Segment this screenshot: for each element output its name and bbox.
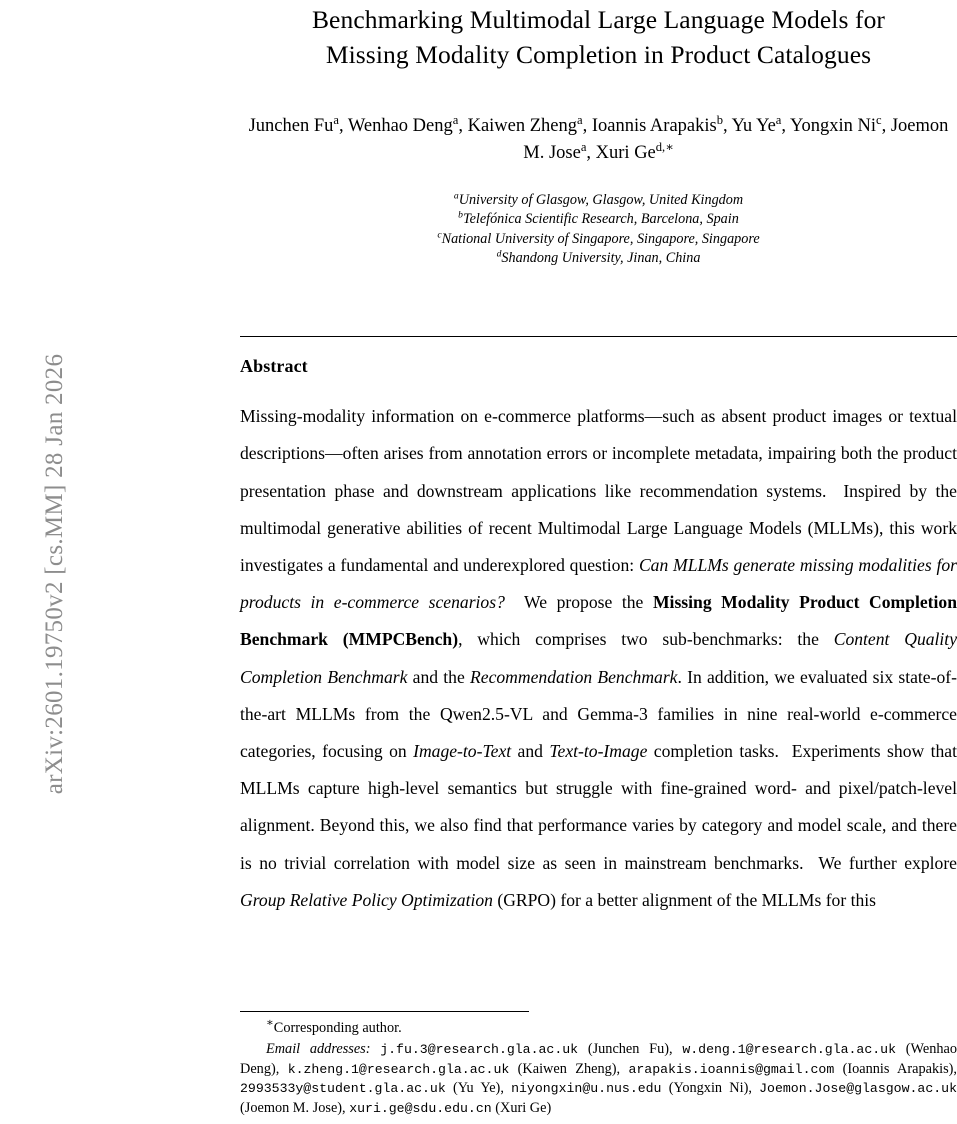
page-title [240,0,957,72]
author-list [240,72,957,167]
title-line-1: Benchmarking Multimodal Large Language Models for [311,5,886,34]
affiliation-item: $^c$National University of Singapore, Singapore, Singapore [437,228,760,247]
affiliation-list [240,167,957,268]
email-addresses-note: Email addresses: j.fu.3@research.gla.ac.uk (Junchen Fu), w.deng.1@research.gla.ac.uk (Wenhao Deng), k.zheng.1@research.gla.ac.uk (Kaiwen Zheng), arapakis.ioannis@gmail.com (Ioannis Arapakis), 2993533y@student.gla.ac.uk (Yu Ye), niyongxin@u.nus.edu (Yongxin Ni), Joemon.Jose@glasgow.ac.uk (Joemon M. Jose), xuri.ge@sdu.edu.cn (Xuri Ge) [240,1041,957,1116]
affiliation-item: $^a$University of Glasgow, Glasgow, United Kingdom [453,190,744,208]
author-line-2: Ni$^c$, Joemon M. Jose$^a$, Xuri $Ge^{d,∗}$ [523,112,949,163]
footnote-block [240,1011,957,1118]
affiliation-item: $^b$Telefónica Scientific Research, Barcelona, Spain [458,209,739,228]
abstract-heading: Abstract [240,356,308,377]
affiliation-item: $^d$Shandong University, Jinan, China [496,248,701,266]
corresponding-author-note: ∗Corresponding author. [266,1017,402,1036]
arxiv-stamp [0,0,68,1124]
abstract-body: Missing-modality information on e-commerce platforms—such as absent product images or textual descriptions—often arises from annotation errors or incomplete metadata, impairing both the product presentation phase and downstream applications like recommendation systems. Inspired by the multimodal generative abilities of recent Multimodal Large Language Models (MLLMs), this work investigates a fundamental and underexplored question: Can MLLMs generate missing modalities for products in e-commerce scenarios? We propose the Missing Modality Product Completion Benchmark (MMPCBench), which comprises two sub-benchmarks: the Content Quality Completion Benchmark and the Recommendation Benchmark. In addition, we evaluated six state-of-the-art MLLMs from the Qwen2.5-VL and Gemma-3 families in nine real-world e-commerce categories, focusing on Image-to-Text and Text-to-Image completion tasks. Experiments show that MLLMs capture high-level semantics but struggle with fine-grained word- and pixel/patch-level alignment. Beyond this, we also find that performance varies by category and model scale, and there is no trivial correlation with model size as seen in mainstream benchmarks. We further explore Group Relative Policy Optimization (GRPO) for a better alignment of the MLLMs for this [240,406,957,910]
title-line-2: Missing Modality Completion in Product Catalogues [325,40,872,69]
arxiv-stamp-text: arXiv:2601.19750v2 [cs.MM] 28 Jan 2026 [41,353,68,795]
paper-content-column [240,0,957,919]
author-line-1: Junchen Fu$^a$, Wenhao Deng$^a$, Kaiwen Zheng$^a$, Ioannis Arapakis$^b$, Yu Ye$^a$, Yongxin [248,112,853,136]
